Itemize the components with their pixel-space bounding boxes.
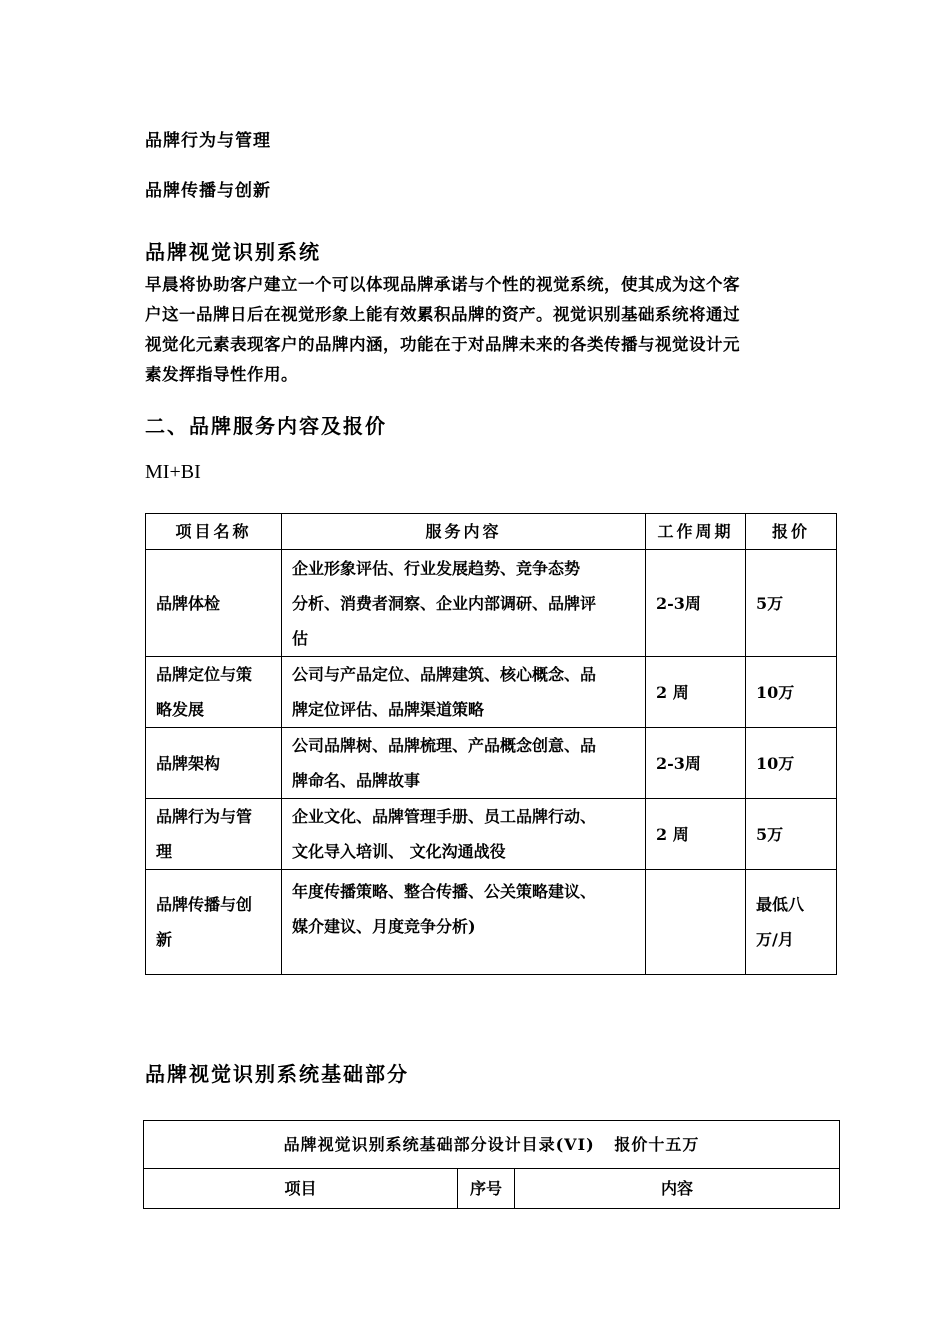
mibi-label: MI+BI: [145, 461, 201, 483]
header-item: 项目: [144, 1169, 458, 1209]
header-content: 内容: [515, 1169, 840, 1209]
list-item-brand-behavior: 品牌行为与管理: [145, 131, 271, 151]
cell-name: 品牌体检: [146, 550, 282, 657]
table-row: [146, 550, 837, 657]
paragraph-line: 早晨将协助客户建立一个可以体现品牌承诺与个性的视觉系统，使其成为这个客: [145, 275, 740, 294]
cell-period: 2 周: [646, 657, 746, 728]
cell-period: [646, 870, 746, 975]
cell-period: 2-3周: [646, 728, 746, 799]
cell-content: 公司品牌树、品牌梳理、产品概念创意、品 牌命名、品牌故事: [282, 728, 646, 799]
header-project-name: 项目名称: [146, 514, 282, 550]
table-row: [146, 799, 837, 870]
cell-name: 品牌行为与管 理: [146, 799, 282, 870]
paragraph-line: 素发挥指导性作用。: [145, 365, 298, 384]
table-row: [146, 870, 837, 975]
cell-price: 5万: [746, 550, 837, 657]
cell-content: 企业形象评估、行业发展趋势、竞争态势 分析、消费者洞察、企业内部调研、品牌评 估: [282, 550, 646, 657]
cell-price: 5万: [746, 799, 837, 870]
cell-name: 品牌架构: [146, 728, 282, 799]
table-header-row: [146, 514, 837, 550]
paragraph-line: 户这一品牌日后在视觉形象上能有效累积品牌的资产。视觉识别基础系统将通过: [145, 305, 740, 324]
cell-content: 年度传播策略、整合传播、公关策略建议、 媒介建议、月度竞争分析): [282, 870, 646, 975]
cell-content: 企业文化、品牌管理手册、员工品牌行动、 文化导入培训、 文化沟通战役: [282, 799, 646, 870]
paragraph-line: 视觉化元素表现客户的品牌内涵，功能在于对品牌未来的各类传播与视觉设计元: [145, 335, 740, 354]
header-service-content: 服务内容: [282, 514, 646, 550]
cell-content: 公司与产品定位、品牌建筑、核心概念、品 牌定位评估、品牌渠道策略: [282, 657, 646, 728]
cell-price: 10万: [746, 657, 837, 728]
header-index: 序号: [458, 1169, 515, 1209]
vi-catalog-table: [143, 1120, 840, 1209]
cell-name: 品牌传播与创 新: [146, 870, 282, 975]
table-row: [146, 657, 837, 728]
table-caption-row: [144, 1121, 840, 1169]
cell-price: 最低八 万/月: [746, 870, 837, 975]
table-header-row: [144, 1169, 840, 1209]
section-2-title: 二、品牌服务内容及报价: [145, 414, 387, 438]
vi-section-title: 品牌视觉识别系统: [145, 240, 321, 264]
cell-price: 10万: [746, 728, 837, 799]
vi-section-paragraph: [145, 270, 825, 390]
cell-period: 2 周: [646, 799, 746, 870]
cell-name: 品牌定位与策 略发展: [146, 657, 282, 728]
vi-basic-title: 品牌视觉识别系统基础部分: [145, 1062, 409, 1086]
services-table: [145, 513, 837, 975]
header-work-period: 工作周期: [646, 514, 746, 550]
header-price: 报价: [746, 514, 837, 550]
table-row: [146, 728, 837, 799]
cell-period: 2-3周: [646, 550, 746, 657]
vi-table-caption: 品牌视觉识别系统基础部分设计目录(VI) 报价十五万: [144, 1121, 840, 1169]
list-item-brand-communication: 品牌传播与创新: [145, 181, 271, 201]
